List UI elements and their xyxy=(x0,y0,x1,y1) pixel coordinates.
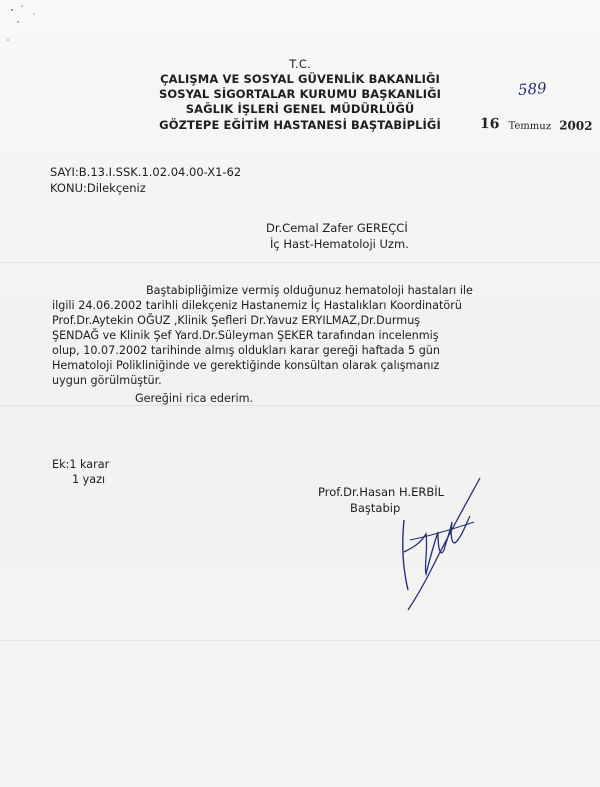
paper-fold xyxy=(0,262,600,263)
date-stamp xyxy=(480,113,593,134)
body-line: Prof.Dr.Aytekin OĞUZ ,Klinik Şefleri Dr.Yavuz ERYILMAZ,Dr.Durmuş xyxy=(52,314,421,327)
letterhead-institution: SOSYAL SİGORTALAR KURUMU BAŞKANLIĞI xyxy=(158,87,442,101)
subject-line: KONU:Dilekçeniz xyxy=(50,181,146,195)
letterhead-tc: T.C. xyxy=(289,57,311,71)
attachments-line-2: 1 yazı xyxy=(72,473,106,486)
date-stamp-day: 16 xyxy=(479,116,500,133)
letterhead-hospital: GÖZTEPE EĞİTİM HASTANESİ BAŞTABİPLİĞİ xyxy=(159,118,441,132)
attachments-line-1: Ek:1 karar xyxy=(52,458,110,471)
closing-line: Gereğini rica ederim. xyxy=(135,392,254,405)
signatory-title: Baştabip xyxy=(350,501,401,515)
signature-mark xyxy=(390,470,500,620)
letterhead-ministry: ÇALIŞMA VE SOSYAL GÜVENLİK BAKANLIĞI xyxy=(160,72,440,86)
recipient-name: Dr.Cemal Zafer GEREÇCİ xyxy=(266,221,408,235)
paper-fold xyxy=(0,640,600,641)
body-line: uygun görülmüştür. xyxy=(52,374,162,387)
date-stamp-year: 2002 xyxy=(559,118,593,133)
reference-number: SAYI:B.13.I.SSK.1.02.04.00-X1-62 xyxy=(50,165,242,179)
letterhead-directorate: SAĞLIK İŞLERİ GENEL MÜDÜRLÜĞÜ xyxy=(185,102,415,116)
handwritten-number: 589 xyxy=(517,79,548,99)
body-line: ilgili 24.06.2002 tarihli dilekçeniz Hastanemiz İç Hastalıkları Koordinatörü xyxy=(52,299,462,312)
body-line: Hematoloji Polikliniğinde ve gerektiğinde konsültan olarak çalışmanız xyxy=(52,359,440,372)
recipient-title: İç Hast-Hematoloji Uzm. xyxy=(270,237,409,251)
body-line: olup, 10.07.2002 tarihinde almış oldukları karar gereği haftada 5 gün xyxy=(52,344,440,357)
paper-fold xyxy=(0,405,600,406)
corner-specks xyxy=(0,0,60,60)
body-line: ŞENDAĞ ve Klinik Şef Yard.Dr.Süleyman ŞEKER tarafından incelenmiş xyxy=(52,329,439,342)
signatory-name: Prof.Dr.Hasan H.ERBİL xyxy=(318,485,445,499)
date-stamp-month: Temmuz xyxy=(508,120,552,133)
body-line: Baştabipliğimize vermiş olduğunuz hematoloji hastaları ile xyxy=(146,284,473,297)
